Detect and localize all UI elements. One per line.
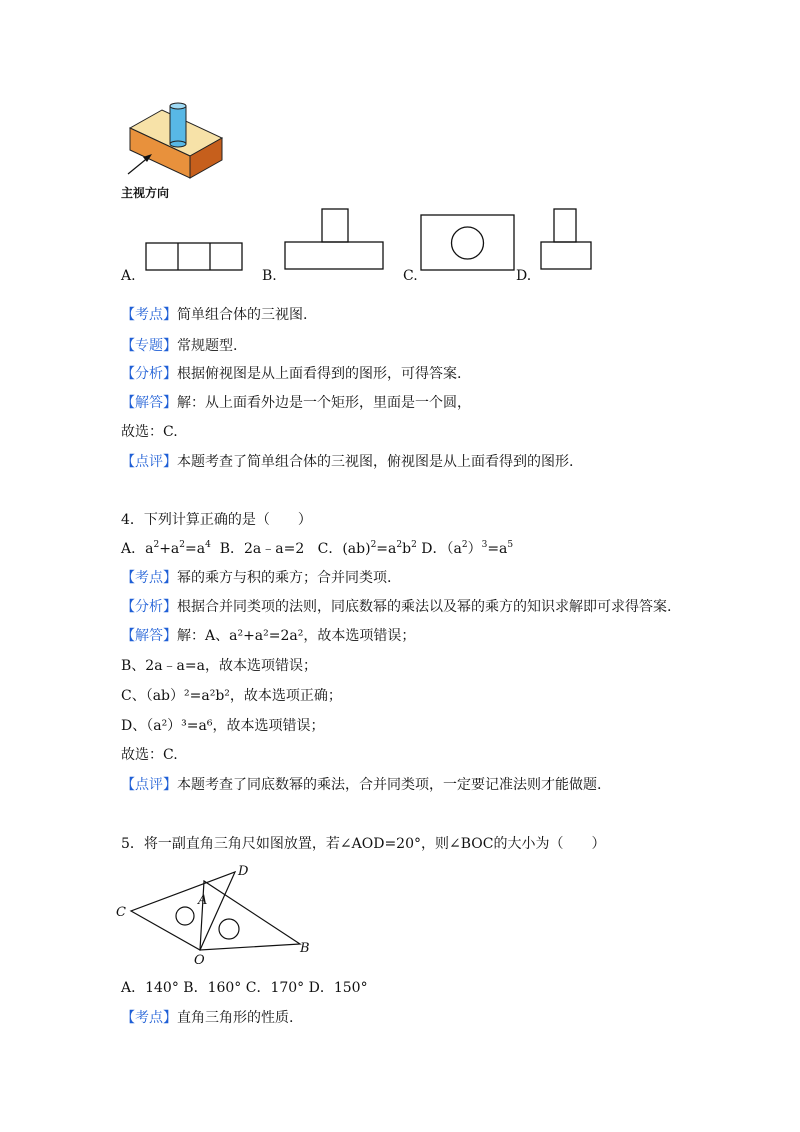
q3-kaodian: 【考点】简单组合体的三视图. — [121, 307, 308, 323]
q5-stem: 5．将一副直角三角尺如图放置，若∠AOD=20°，则∠BOC的大小为（ ） — [121, 836, 606, 852]
q4-fenxi: 【分析】根据合并同类项的法则，同底数幂的乘法以及幂的乘方的知识求解即可求得答案. — [121, 599, 672, 615]
q4-jieda: 【解答】解：A、a²+a²=2a²，故本选项错误； — [121, 628, 416, 644]
option-d-figure — [540, 208, 594, 272]
q5-options: A．140° B．160° C．170° D．150° — [121, 980, 368, 996]
q4-answer: 故选：C. — [121, 747, 178, 763]
q5-kaodian: 【考点】直角三角形的性质. — [121, 1010, 294, 1026]
option-a-label: A. — [121, 268, 136, 284]
option-a-figure — [145, 242, 245, 272]
q4-line-c: C、（ab）²=a²b²，故本选项正确； — [121, 688, 342, 704]
q4-dianping: 【点评】本题考查了同底数幂的乘法，合并同类项，一定要记准法则才能做题. — [121, 777, 602, 793]
option-c-figure — [420, 214, 516, 272]
triangles-figure — [114, 860, 324, 968]
label-d: D — [238, 864, 249, 879]
view-direction-caption: 主视方向 — [121, 186, 170, 200]
label-o: O — [194, 953, 205, 968]
q4-options: A．$a^2+a^2=a^4$ B．2a﹣a=2 C．$(ab)^2=a^2b^2$ D．$(a^2)^3=a^5$ — [121, 540, 514, 557]
solid-figure — [118, 98, 233, 198]
q4-kaodian: 【考点】幂的乘方与积的乘方；合并同类项. — [121, 570, 392, 586]
label-a: A — [198, 893, 208, 908]
option-d-label: D. — [516, 268, 532, 284]
q3-jieda: 【解答】解：从上面看外边是一个矩形，里面是一个圆， — [121, 395, 471, 411]
option-c-label: C. — [403, 268, 418, 284]
option-b-figure — [284, 208, 386, 272]
q4-line-b: B、2a﹣a=a，故本选项错误； — [121, 658, 317, 674]
q4-line-d: D、（a²）³=a⁶，故本选项错误； — [121, 718, 325, 734]
label-b: B — [300, 941, 310, 956]
q4-stem: 4．下列计算正确的是（ ） — [121, 512, 312, 528]
q3-dianping: 【点评】本题考查了简单组合体的三视图，俯视图是从上面看得到的图形. — [121, 454, 574, 470]
label-c: C — [116, 905, 126, 920]
option-b-label: B. — [262, 268, 277, 284]
q3-fenxi: 【分析】根据俯视图是从上面看得到的图形，可得答案. — [121, 366, 462, 382]
q3-answer: 故选：C. — [121, 424, 178, 440]
q3-zhuanti: 【专题】常规题型. — [121, 338, 238, 354]
